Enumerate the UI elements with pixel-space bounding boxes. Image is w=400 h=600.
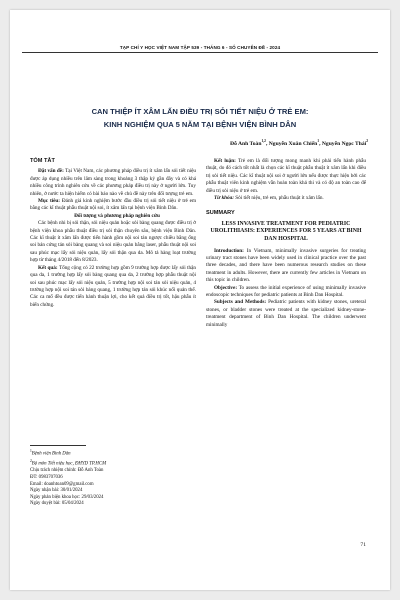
footnote-rule — [30, 445, 86, 446]
doituong-paragraph: Các bệnh nhi bị sỏi thận, sỏi niệu quản hoặc sỏi bàng quang được điều trị ở bệnh viện khoa phẫu thuật điều trị sỏi thận chuyên sâu, bệnh viện Bình Dân. Các kĩ thuật ít xâm lấn được tiến hành gồm nội soi tán ngược chiều bằng ống soi bán cứng tán sỏi bàng quang và soi niệu quản bằng laser, phẫu thuật nội soi sau phúc mạc lấy sỏi niệu quản, lấy sỏi thận qua da. Mô tả hàng loạt trường hợp từ tháng 4/2018 đến 8/2023. — [30, 220, 196, 264]
tomtat-heading: TÓM TẮT — [30, 158, 55, 164]
datvande-label: Đặt vấn đề: — [38, 168, 64, 175]
intro-label: Introduction: — [214, 247, 244, 254]
header-rule — [22, 52, 378, 53]
footnote-6: Ngày nhận bài: 30/01/2024 — [30, 488, 83, 494]
tukhoa-text: Sỏi tiết niệu, trẻ em, phẫu thuật ít xâm lấn. — [235, 195, 324, 202]
subjects-label: Subjects and Methods: — [214, 299, 267, 306]
title-line-1: CAN THIỆP ÍT XÂM LẤN ĐIỀU TRỊ SỎI TIẾT NIỆU Ở TRẺ EM: — [91, 107, 309, 116]
subjects-paragraph — [206, 299, 366, 329]
datvande-text: Tại Việt Nam, các phương pháp điều trị ít xâm lấn sỏi tiết niệu được áp dụng nhiều trên lâm sàng trong khoảng 3 thập kỷ gần đây và có khá nhiều công trình nghiên cứu về các phương pháp điều trị này ở người lớn. Tuy nhiên, ở nước ta hiện hiếm có bài báo nào về chủ đề này trên đối tượng trẻ em. — [30, 168, 196, 197]
footnotes — [30, 448, 196, 508]
title-line-2: KINH NGHIỆM QUA 5 NĂM TẠI BỆNH VIỆN BÌNH DÂN — [103, 120, 297, 129]
tukhoa-label: Từ khóa: — [214, 195, 234, 202]
footnote-7: Ngày phản biện khoa học: 29/03/2024 — [30, 494, 104, 500]
ketluan-paragraph — [206, 158, 366, 195]
author-3-affil: 2 — [366, 139, 368, 143]
muctieu-label: Mục tiêu: — [38, 198, 61, 205]
summary-title: LESS INVASIVE TREATMENT FOR PEDIATRIC UROLITHIASIS: EXPERIENCES FOR 5 YEARS AT BINH DAN HOSPITAL — [210, 220, 362, 243]
journal-header: TẠP CHÍ Y HỌC VIỆT NAM TẬP 539 - THÁNG 6 - SỐ CHUYÊN ĐỀ - 2024 — [119, 45, 281, 50]
right-column — [206, 158, 366, 329]
subjects-text: Pediatric patients with kidney stones, ureteral stones, or bladder stones were treated at the specialized kidney-stone-treatment department of Binh Dan Hospital. The children underwent minimally — [206, 299, 366, 328]
tukhoa-paragraph — [206, 195, 366, 202]
footnote-5: Email: doanhtoan09@gmail.com — [30, 481, 94, 487]
ketqua-label: Kết quả: — [38, 264, 58, 271]
footnote-4: ĐT: 0983707036 — [30, 474, 63, 480]
footnote-2: $^2$Bộ môn Tiết niệu học, ĐHYD TP.HCM — [30, 459, 107, 467]
footnote-3: Chịu trách nhiệm chính: Đỗ Anh Toàn — [30, 468, 104, 474]
objective-paragraph — [206, 285, 366, 300]
left-column — [30, 158, 196, 309]
objective-label: Objective: — [214, 284, 238, 291]
author-1-affil: 1,2 — [261, 139, 266, 143]
intro-paragraph — [206, 248, 366, 285]
muctieu-text: Đánh giá kinh nghiệm bước đầu điều trị sỏi tiết niệu ở trẻ em bằng các kĩ thuật phẫu thuật nội soi, ít xâm lấn tại bệnh viện Bình Dân. — [30, 198, 196, 212]
authors: Đỗ Anh Toàn$^{1,2}$, Nguyễn Xuân Chiến$^1$, Nguyễn Ngọc Thái$^2$ — [230, 139, 368, 147]
journal-page — [10, 10, 390, 590]
summary-heading: SUMMARY — [206, 210, 235, 217]
author-2: Nguyễn Xuân Chiến — [268, 140, 318, 147]
author-1: Đỗ Anh Toàn — [230, 140, 262, 147]
doituong-heading: Đối tượng và phương pháp nghiên cứu — [74, 212, 160, 219]
footnote-8: Ngày duyệt bài: 05/04/2024 — [30, 501, 84, 507]
ketqua-text: Tổng cộng có 22 trường hợp gồm 9 trường hợp được lấy sỏi thận qua da, 1 trường hợp lấy sỏi bàng quang qua da, 2 trường hợp phẫu thuật nội soi sau phúc mạc lấy sỏi niệu quản, 5 trường hợp nội soi tán sỏi niệu quản, 4 trường hợp nội soi tán sỏi bàng quang, 1 trường hợp tán sỏi khúc nối quản thể. Các ca mổ đều được tiến hành thuận lợi, cho kết quả điều trị tốt, hậu phẫu ít biến chứng. — [30, 264, 197, 308]
muctieu-paragraph — [30, 198, 196, 213]
article-title — [20, 105, 380, 131]
intro-text: In Vietnam, minimally invasive surgeries for treating urinary tract stones have been widely used in clinical practice over the past three decades, and there have been numerous research studies on these treatment in adults. However, there are currently few articles in Vietnam on this topic in children. — [206, 247, 366, 284]
author-2-affil: 1 — [317, 139, 320, 143]
objective-text: To assess the initial experience of using minimally invasive endoscopic techniques for pediatric patients at Binh Dan Hospital. — [206, 284, 366, 299]
ketqua-paragraph — [30, 265, 196, 309]
footnote-1: $^1$Bệnh viện Bình Dân — [30, 449, 71, 457]
page-number: 71 — [360, 542, 366, 548]
datvande-paragraph — [30, 168, 196, 198]
author-3: Nguyễn Ngọc Thái — [321, 140, 367, 147]
ketluan-text: Trẻ em là đối tượng mong manh khi phải tiến hành phẫu thuật, do đó cách tốt nhất là chọn các kĩ thuật phẫu thuật ít xâm lấn khi điều trị sỏi tiết niệu. Các kĩ thuật nội soi ở người lớn nếu được thực hiện bởi các phẫu thuật viên kinh nghiệm vẫn hoàn toàn khả thi và có độ an toàn cao để điều trị sỏi niệu ở trẻ em. — [206, 158, 366, 194]
ketluan-label: Kết luận: — [214, 158, 236, 164]
